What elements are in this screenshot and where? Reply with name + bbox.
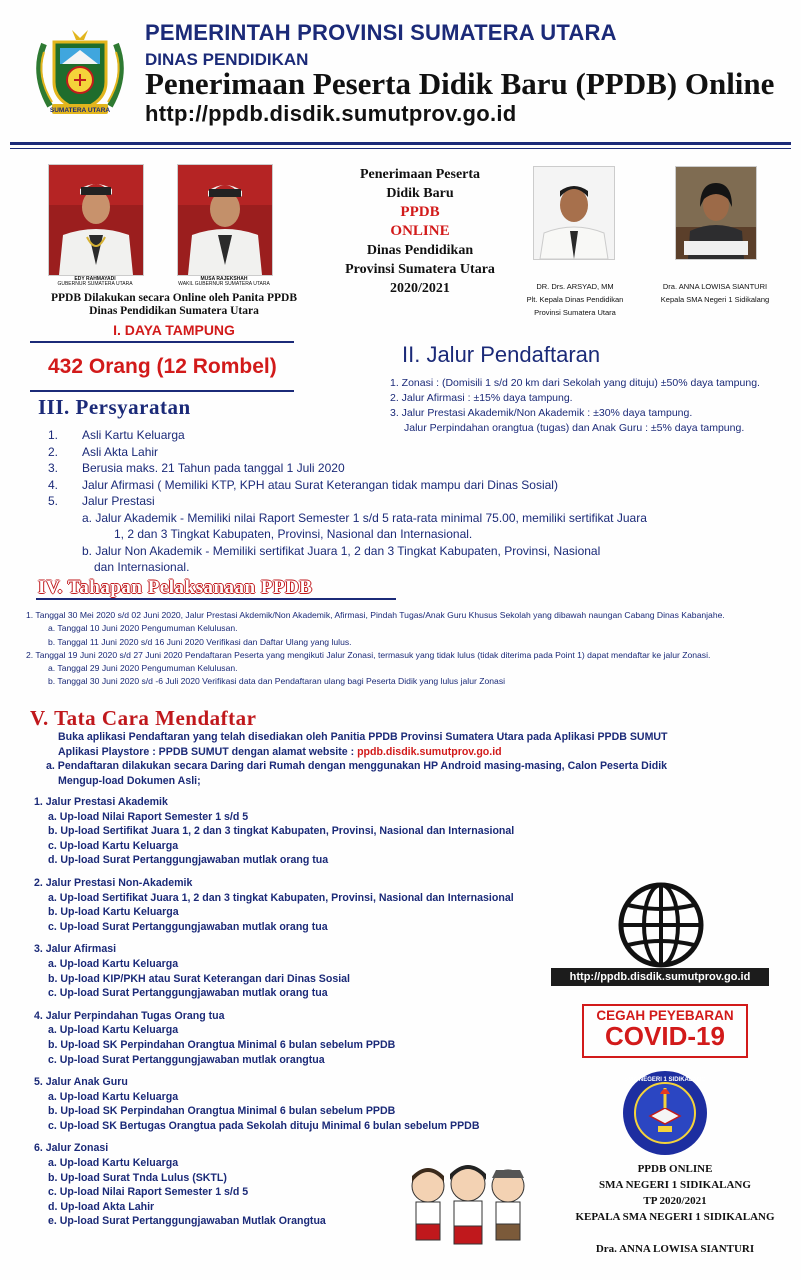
center-title-line: Provinsi Sumatera Utara	[345, 262, 495, 277]
website-link[interactable]: ppdb.disdik.sumutprov.go.id	[357, 745, 502, 758]
footer-signature-block	[560, 1161, 790, 1257]
schedule-subitem: b. Tanggal 11 Juni 2020 s/d 16 Juni 2020 Verifikasi dan Daftar Ulang yang lulus.	[48, 636, 352, 647]
center-title-ppdb: PPDB	[400, 204, 440, 220]
section-4-divider	[36, 598, 396, 600]
upload-group-title: 4. Jalur Perpindahan Tugas Orang tua	[34, 1009, 225, 1022]
vice-governor-photo	[177, 164, 273, 276]
principal-name: Dra. ANNA LOWISA SIANTURI	[662, 282, 768, 291]
head-of-department-photo	[533, 166, 615, 260]
registration-intro: Mengup-load Dokumen Asli;	[58, 774, 201, 787]
principal-role: Kepala SMA Negeri 1 Sidikalang	[660, 295, 770, 304]
requirement-item: 4. Jalur Afirmasi ( Memiliki KTP, KPH atau Surat Keterangan tidak mampu dari Dinas Sosial)	[48, 477, 558, 492]
covid-warning-line: CEGAH PEYEBARAN	[596, 1008, 734, 1023]
upload-group	[34, 1075, 514, 1133]
upload-group	[34, 876, 514, 934]
schedule-subitem: a. Tanggal 29 Juni 2020 Pengumuman Kelulusan.	[48, 663, 238, 674]
upload-group	[34, 942, 514, 1000]
svg-text:SUMATERA UTARA: SUMATERA UTARA	[49, 107, 111, 114]
upload-group-title: 1. Jalur Prestasi Akademik	[34, 796, 168, 808]
section-3-heading: III. Persyaratan	[38, 395, 191, 419]
covid-warning-title: COVID-19	[605, 1021, 725, 1051]
registration-path-item: Jalur Perpindahan orangtua (tugas) dan Anak Guru : ±5% daya tampung.	[404, 422, 745, 434]
capacity-value: 432 Orang (12 Rombel)	[48, 355, 277, 378]
center-title-year: 2020/2021	[390, 281, 450, 296]
upload-item: c. Up-load Surat Pertanggungjawaban mutlak orangtua	[48, 1053, 325, 1066]
vice-governor-role: WAKIL GUBERNUR SUMATERA UTARA	[178, 281, 270, 287]
principal-photo	[675, 166, 757, 260]
upload-item: c. Up-load Nilai Raport Semester 1 s/d 5	[48, 1186, 249, 1199]
upload-group-title: 3. Jalur Afirmasi	[34, 943, 117, 956]
upload-group-title: 6. Jalur Zonasi	[34, 1142, 109, 1155]
registration-path-item: 3. Jalur Prestasi Akademik/Non Akademik : ±30% daya tampung.	[390, 407, 693, 419]
upload-item: b. Up-load Surat Tnda Lulus (SKTL)	[48, 1171, 227, 1184]
schedule-item: 2. Tanggal 19 Juni 2020 s/d 27 Juni 2020 Pendaftaran Peserta yang mengikuti Jalur Zonasi, termasuk yang tidak lulus (tidak diterima pada Point 1) dapat mendaftar ke jalur Zonasi.	[26, 649, 711, 660]
governor-photo	[48, 164, 144, 276]
schedule-item: 1. Tanggal 30 Mei 2020 s/d 02 Juni 2020, Jalur Prestasi Akdemik/Non Akademik, Afirmasi, Pindah Tugas/Anak Guru Khusus Sekolah yang dibawah naungan Cabang Dinas Kabanjahe.	[26, 610, 725, 620]
governor-name: EDY RAHMAYADI	[74, 276, 116, 282]
upload-group-title: 2. Jalur Prestasi Non-Akademik	[34, 876, 193, 889]
footer-line: SMA NEGERI 1 SIDIKALANG	[599, 1179, 751, 1191]
head-of-department-caption	[505, 280, 645, 319]
upload-group	[34, 1009, 514, 1067]
section-4-heading: IV. Tahapan Pelaksanaan PPDB	[38, 577, 313, 598]
center-title-line: Dinas Pendidikan	[366, 243, 474, 258]
registration-intro: a. Pendaftaran dilakukan secara Daring dari Rumah dengan menggunakan HP Android masing-masing, Calon Peserta Didik	[46, 760, 668, 772]
schedule-subitem: b. Tanggal 30 Juni 2020 s/d -6 Juli 2020 Verifikasi data dan Pendaftaran ulang bagi Peserta Didik yang lulus jalur Zonasi	[48, 676, 506, 687]
requirement-subitem-cont: 1, 2 dan 3 Tingkat Kabupaten, Provinsi, Nasional dan Internasional.	[114, 527, 473, 541]
footer-line: KEPALA SMA NEGERI 1 SIDIKALANG	[575, 1211, 775, 1223]
requirement-item: 5. Jalur Prestasi	[48, 494, 155, 508]
upload-item: d. Up-load Akta Lahir	[48, 1200, 155, 1213]
upload-item: e. Up-load Surat Pertanggungjawaban Mutlak Orangtua	[48, 1215, 326, 1228]
provincial-emblem-logo	[30, 24, 130, 124]
upload-item: c. Up-load Kartu Keluarga	[48, 839, 179, 852]
upload-item: a. Up-load Sertifikat Juara 1, 2 dan 3 tingkat Kabupaten, Provinsi, Nasional dan Internasional	[48, 891, 514, 904]
upload-item: a. Up-load Kartu Keluarga	[48, 1024, 179, 1037]
requirement-item: 2. Asli Akta Lahir	[48, 444, 159, 459]
governor-role: GUBERNUR SUMATERA UTARA	[57, 281, 133, 287]
upload-item: a. Up-load Kartu Keluarga	[48, 957, 179, 970]
upload-item: b. Up-load Sertifikat Juara 1, 2 dan 3 tingkat Kabupaten, Provinsi, Nasional dan Internasional	[48, 825, 515, 838]
requirements-list	[48, 427, 647, 576]
header-url[interactable]: http://ppdb.disdik.sumutprov.go.id	[145, 101, 517, 126]
page-title: Penerimaan Peserta Didik Baru (PPDB) Online	[145, 66, 775, 101]
section-1-heading: I. DAYA TAMPUNG	[113, 322, 235, 338]
requirement-subitem: a. Jalur Akademik - Memiliki nilai Raport Semester 1 s/d 5 rata-rata minimal 75.00, memiliki sertifikat Juara	[82, 510, 647, 525]
upload-group-title: 5. Jalur Anak Guru	[34, 1076, 128, 1089]
registration-intro: Buka aplikasi Pendaftaran yang telah disediakan oleh Panitia PPDB Provinsi Sumatera Utara pada Aplikasi PPDB SUMUT	[58, 731, 668, 743]
upload-item: b. Up-load SK Perpindahan Orangtua Minimal 6 bulan sebelum PPDB	[48, 1105, 396, 1118]
center-title-block	[340, 165, 500, 298]
capacity-underline	[30, 390, 294, 392]
registration-intro: Aplikasi Playstore : PPDB SUMUT dengan alamat website : ppdb.disdik.sumutprov.go.id	[58, 745, 502, 758]
svg-text:SMA NEGERI 1 SIDIKALANG: SMA NEGERI 1 SIDIKALANG	[624, 1077, 706, 1083]
schedule-list	[26, 609, 725, 689]
upload-item: c. Up-load Surat Pertanggungjawaban mutlak orang tua	[48, 920, 328, 933]
upload-item: a. Up-load Kartu Keluarga	[48, 1090, 179, 1103]
officials-caption-1: PPDB Dilakukan secara Online oleh Panita PPDB	[51, 292, 297, 304]
students-illustration	[398, 1156, 538, 1252]
upload-item: b. Up-load KIP/PKH atau Surat Keterangan dari Dinas Sosial	[48, 972, 350, 985]
upload-item: b. Up-load Kartu Keluarga	[48, 906, 179, 919]
covid-warning-box	[582, 1004, 748, 1058]
schedule-subitem: a. Tanggal 10 Juni 2020 Pengumuman Kelulusan.	[48, 623, 238, 634]
upload-item: c. Up-load Surat Pertanggungjawaban mutlak orang tua	[48, 987, 328, 1000]
registration-path-item: 2. Jalur Afirmasi : ±15% daya tampung.	[390, 392, 573, 404]
center-title-line: Didik Baru	[386, 186, 454, 201]
header-divider-thin	[10, 148, 791, 149]
center-title-online: ONLINE	[390, 223, 450, 239]
website-url-banner[interactable]: http://ppdb.disdik.sumutprov.go.id	[551, 968, 769, 986]
section-5-heading: V. Tata Cara Mendaftar	[30, 706, 257, 730]
globe-icon	[616, 880, 706, 970]
upload-item: b. Up-load SK Perpindahan Orangtua Minimal 6 bulan sebelum PPDB	[48, 1038, 396, 1051]
upload-item: a. Up-load Kartu Keluarga	[48, 1157, 179, 1170]
registration-path-item: 1. Zonasi : (Domisili 1 s/d 20 km dari Sekolah yang dituju) ±50% daya tampung.	[390, 377, 760, 389]
officials-caption-2: Dinas Pendidikan Sumatera Utara	[89, 305, 259, 317]
upload-item: d. Up-load Surat Pertanggungjawaban mutlak orang tua	[48, 854, 329, 867]
footer-signatory: Dra. ANNA LOWISA SIANTURI	[595, 1243, 755, 1255]
upload-item: c. Up-load SK Bertugas Orangtua pada Sekolah dituju Minimal 6 bulan sebelum PPDB	[48, 1119, 480, 1132]
requirement-subitem: b. Jalur Non Akademik - Memiliki sertifikat Juara 1, 2 dan 3 Tingkat Kabupaten, Provinsi, Nasional	[82, 543, 601, 558]
requirement-subitem-cont: dan Internasional.	[94, 560, 190, 574]
footer-line: TP 2020/2021	[643, 1195, 707, 1207]
principal-caption	[640, 280, 790, 306]
header-department-line: DINAS PENDIDIKAN	[145, 50, 309, 69]
section-2-heading: II. Jalur Pendaftaran	[402, 342, 601, 367]
requirement-item: 1. Asli Kartu Keluarga	[48, 428, 185, 442]
section-1-divider	[30, 341, 294, 343]
header-divider	[10, 142, 791, 145]
upload-group	[34, 795, 514, 868]
footer-line: PPDB ONLINE	[637, 1163, 713, 1175]
head-of-department-role: Provinsi Sumatera Utara	[534, 308, 616, 317]
upload-item: a. Up-load Nilai Raport Semester 1 s/d 5	[48, 810, 249, 823]
vice-governor-name: MUSA RAJEKSHAH	[200, 276, 248, 282]
head-of-department-role: Plt. Kepala Dinas Pendidikan	[526, 295, 624, 304]
header-government-line: PEMERINTAH PROVINSI SUMATERA UTARA	[145, 20, 617, 45]
registration-steps	[46, 730, 668, 788]
center-title-line: Penerimaan Peserta	[359, 167, 481, 182]
head-of-department-name: DR. Drs. ARSYAD, MM	[536, 282, 614, 291]
school-logo	[620, 1068, 710, 1158]
requirement-item: 3. Berusia maks. 21 Tahun pada tanggal 1 Juli 2020	[48, 461, 345, 475]
